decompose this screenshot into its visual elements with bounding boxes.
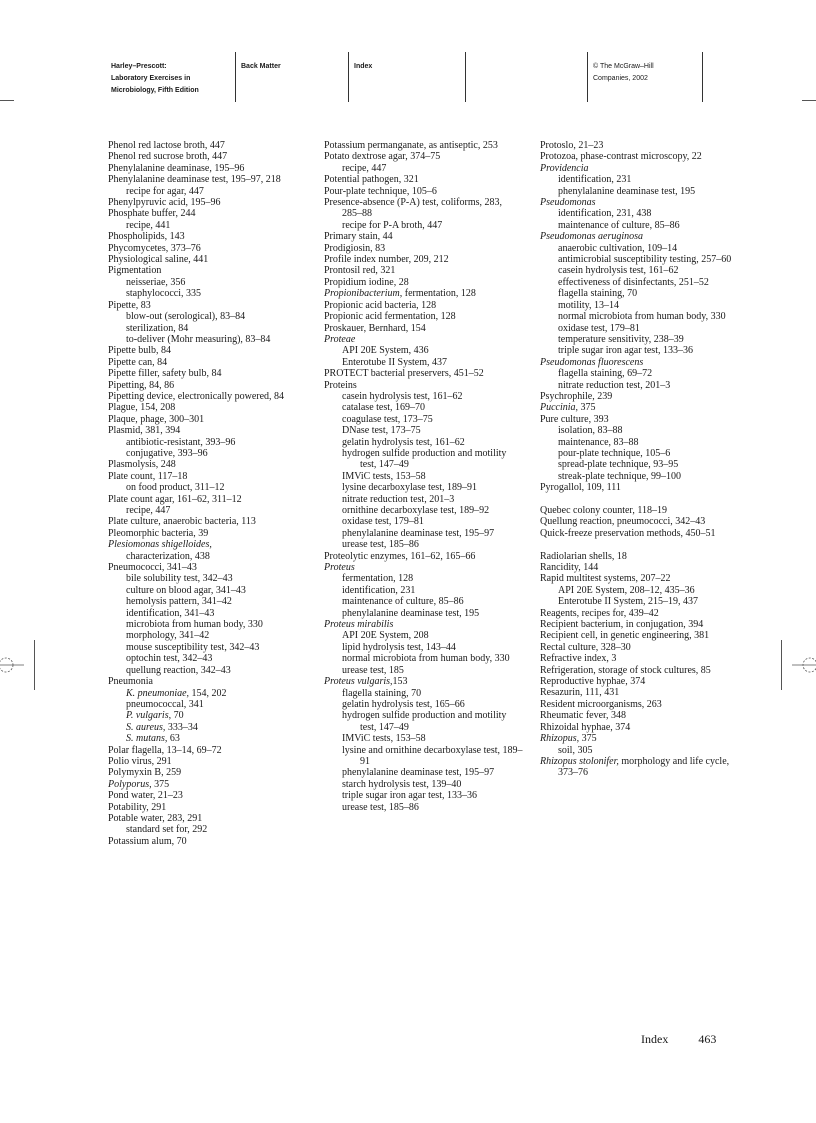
index-subentry: API 20E System, 208–12, 435–36 — [558, 584, 695, 596]
header-chapter: Index — [348, 52, 465, 102]
index-column-1 — [108, 140, 303, 847]
index-subentry: starch hydrolysis test, 139–40 — [342, 778, 462, 790]
index-entry: Puccinia, 375 — [540, 402, 596, 414]
index-subentry: antimicrobial susceptibility testing, 257–60 — [558, 254, 732, 266]
index-entry: Phenylpyruvic acid, 195–96 — [108, 197, 221, 209]
index-subentry: recipe for agar, 447 — [126, 185, 204, 197]
index-entry: Proteus — [324, 562, 355, 574]
index-entry: Pneumococci, 341–43 — [108, 562, 197, 574]
index-subentry: Enterotube II System, 437 — [342, 356, 447, 368]
index-entry: Pyrogallol, 109, 111 — [540, 482, 621, 494]
index-subentry: IMViC tests, 153–58 — [342, 733, 426, 745]
index-entry: Potato dextrose agar, 374–75 — [324, 151, 441, 163]
index-subentry: staphylococci, 335 — [126, 288, 201, 300]
header-copyright: © The McGraw–Hill Companies, 2002 — [587, 52, 703, 102]
index-subentry: nitrate reduction test, 201–3 — [558, 379, 671, 391]
registration-mark-right — [792, 652, 816, 678]
index-entry: Psychrophile, 239 — [540, 390, 613, 402]
index-subentry: fermentation, 128 — [342, 573, 414, 585]
letter-group-gap — [540, 539, 740, 550]
index-entry: Plate culture, anaerobic bacteria, 113 — [108, 516, 256, 528]
index-entry: Pipette filler, safety bulb, 84 — [108, 368, 222, 380]
index-subentry: ornithine decarboxylase test, 189–92 — [342, 505, 490, 516]
index-subentry: hydrogen sulfide production and motility test, 147–49 — [342, 447, 507, 471]
index-entry: Quick-freeze preservation methods, 450–51 — [540, 527, 716, 539]
index-subentry: flagella staining, 69–72 — [558, 368, 653, 380]
crop-mark — [802, 100, 816, 101]
index-entry: Phycomycetes, 373–76 — [108, 242, 201, 254]
index-subentry: DNase test, 173–75 — [342, 425, 421, 437]
index-entry: Potassium alum, 70 — [108, 835, 187, 847]
index-subentry: catalase test, 169–70 — [342, 402, 426, 414]
index-entry: Recipient cell, in genetic engineering, 381 — [540, 630, 710, 642]
index-subentry: antibiotic-resistant, 393–96 — [126, 436, 236, 448]
index-subentry: triple sugar iron agar test, 133–36 — [558, 345, 693, 357]
index-entry: Polio virus, 291 — [108, 755, 172, 767]
index-entry: Polyporus, 375 — [108, 778, 170, 790]
index-entry: Reagents, recipes for, 439–42 — [540, 607, 659, 619]
index-entry: Plaque, phage, 300–301 — [108, 413, 205, 425]
index-subentry: hemolysis pattern, 341–42 — [126, 596, 232, 608]
index-subentry: effectiveness of disinfectants, 251–52 — [558, 276, 709, 288]
index-subentry: flagella staining, 70 — [342, 687, 422, 699]
index-subentry: isolation, 83–88 — [558, 425, 623, 437]
index-entry: PROTECT bacterial preservers, 451–52 — [324, 368, 484, 380]
index-entry: Potable water, 283, 291 — [108, 812, 203, 824]
index-entry: Potential pathogen, 321 — [324, 174, 419, 186]
index-subentry: lysine decarboxylase test, 189–91 — [342, 482, 477, 494]
index-entry: Pseudomonas fluorescens — [540, 356, 644, 368]
letter-group-gap — [540, 494, 740, 505]
index-subentry: conjugative, 393–96 — [126, 447, 208, 459]
index-subentry: phenylalanine deaminase test, 195–97 — [342, 527, 495, 539]
index-entry: Pipette, 83 — [108, 299, 151, 311]
index-subentry: oxidase test, 179–81 — [342, 516, 424, 528]
index-subentry: normal microbiota from human body, 330 — [342, 653, 510, 665]
index-entry: Polar flagella, 13–14, 69–72 — [108, 744, 222, 756]
index-entry: Polymyxin B, 259 — [108, 767, 182, 779]
index-subentry: quellung reaction, 342–43 — [126, 664, 231, 676]
index-entry: Presence-absence (P-A) test, coliforms, 283, 285–88 — [324, 197, 502, 220]
index-subentry: soil, 305 — [558, 744, 593, 756]
index-entry: Phenol red sucrose broth, 447 — [108, 151, 228, 163]
index-subentry: normal microbiota from human body, 330 — [558, 311, 726, 323]
index-subentry: motility, 13–14 — [558, 299, 620, 311]
index-subentry: recipe, 441 — [126, 219, 171, 231]
index-entry: Plasmolysis, 248 — [108, 459, 176, 471]
index-entry: Plasmid, 381, 394 — [108, 425, 181, 437]
index-subentry: maintenance of culture, 85–86 — [342, 596, 464, 608]
index-entry: Quellung reaction, pneumococci, 342–43 — [540, 516, 706, 528]
header-book-title: Harley–Prescott: Laboratory Exercises in Microbiology, Fifth Edition — [111, 63, 199, 94]
index-entry: Phenol red lactose broth, 447 — [108, 140, 225, 151]
index-entry: Pleomorphic bacteria, 39 — [108, 527, 209, 539]
index-entry: Rapid multitest systems, 207–22 — [540, 573, 671, 585]
index-subentry: phenylalanine deaminase test, 195 — [342, 607, 480, 619]
index-subentry: urease test, 185 — [342, 664, 404, 676]
index-entry: Primary stain, 44 — [324, 231, 393, 243]
index-subentry: gelatin hydrolysis test, 165–66 — [342, 698, 465, 710]
index-entry: Proteolytic enzymes, 161–62, 165–66 — [324, 550, 476, 562]
index-entry: Propionic acid fermentation, 128 — [324, 311, 456, 323]
index-entry: Prodigiosin, 83 — [324, 242, 386, 254]
index-entry: Refrigeration, storage of stock cultures, 85 — [540, 664, 711, 676]
index-column-2 — [324, 140, 524, 813]
index-subentry: casein hydrolysis test, 161–62 — [342, 390, 463, 402]
index-entry: Pour-plate technique, 105–6 — [324, 185, 437, 197]
index-entry: Potassium permanganate, as antiseptic, 253 — [324, 140, 498, 151]
crop-mark — [34, 640, 35, 690]
index-entry: Pigmentation — [108, 265, 162, 277]
registration-mark-left — [0, 652, 26, 678]
index-entry: Rhizopus stolonifer, morphology and life cycle, 373–76 — [540, 755, 730, 779]
index-entry: Rheumatic fever, 348 — [540, 710, 626, 722]
crop-mark — [781, 640, 782, 690]
index-subentry: identification, 231 — [558, 174, 632, 186]
index-entry: Resident microorganisms, 263 — [540, 698, 662, 710]
index-subentry: culture on blood agar, 341–43 — [126, 584, 246, 596]
index-subentry: streak-plate technique, 99–100 — [558, 470, 682, 482]
index-subentry: mouse susceptibility test, 342–43 — [126, 641, 260, 653]
index-subentry: maintenance of culture, 85–86 — [558, 219, 680, 231]
index-subentry: to-deliver (Mohr measuring), 83–84 — [126, 333, 271, 345]
index-subentry: flagella staining, 70 — [558, 288, 638, 300]
index-entry: Refractive index, 3 — [540, 653, 617, 665]
index-subentry: API 20E System, 436 — [342, 345, 429, 357]
index-subentry: oxidase test, 179–81 — [558, 322, 640, 334]
index-subentry: urease test, 185–86 — [342, 539, 419, 551]
crop-mark — [0, 100, 14, 101]
index-subentry: characterization, 438 — [126, 550, 210, 562]
index-entry: Proteae — [324, 333, 356, 345]
index-subentry: standard set for, 292 — [126, 824, 208, 836]
index-subentry: Enterotube II System, 215–19, 437 — [558, 596, 698, 608]
index-subentry: S. mutans, 63 — [126, 733, 180, 745]
index-subentry: API 20E System, 208 — [342, 630, 429, 642]
page-number: 463 — [698, 1032, 717, 1046]
running-header — [111, 52, 703, 102]
header-section: Back Matter — [235, 52, 348, 102]
index-subentry: phenylalanine deaminase test, 195 — [558, 185, 696, 197]
index-subentry: hydrogen sulfide production and motility test, 147–49 — [342, 710, 507, 733]
index-subentry: pneumococcal, 341 — [126, 698, 204, 710]
index-subentry: identification, 231 — [342, 584, 416, 596]
index-entry: Pseudomonas — [540, 197, 596, 209]
index-entry: Pneumonia — [108, 676, 153, 688]
index-subentry: morphology, 341–42 — [126, 630, 210, 642]
index-subentry: nitrate reduction test, 201–3 — [342, 493, 455, 505]
index-subentry: casein hydrolysis test, 161–62 — [558, 265, 679, 277]
index-entry: Rancidity, 144 — [540, 562, 599, 573]
footer-label: Index — [641, 1032, 669, 1046]
index-subentry: K. pneumoniae, 154, 202 — [126, 687, 227, 699]
index-entry: Phenylalanine deaminase, 195–96 — [108, 162, 245, 174]
page-footer — [641, 1032, 716, 1047]
index-entry: Pipetting, 84, 86 — [108, 379, 175, 391]
index-subentry: maintenance, 83–88 — [558, 436, 639, 448]
index-subentry: sterilization, 84 — [126, 322, 189, 334]
index-subentry: spread-plate technique, 93–95 — [558, 459, 679, 471]
header-blank-cell — [465, 52, 587, 102]
index-entry: Prontosil red, 321 — [324, 265, 396, 277]
index-entry: Rhizoidal hyphae, 374 — [540, 721, 631, 733]
index-entry: Radiolarian shells, 18 — [540, 550, 627, 562]
index-subentry: identification, 341–43 — [126, 607, 215, 619]
index-subentry: lipid hydrolysis test, 143–44 — [342, 641, 456, 653]
index-entry: Pond water, 21–23 — [108, 790, 183, 802]
index-subentry: identification, 231, 438 — [558, 208, 652, 220]
index-subentry: S. aureus, 333–34 — [126, 721, 198, 733]
index-entry: Proteus vulgaris,153 — [324, 676, 408, 688]
index-entry: Phospholipids, 143 — [108, 231, 185, 243]
index-entry: Pipetting device, electronically powered, 84 — [108, 390, 285, 402]
index-entry: Pure culture, 393 — [540, 413, 609, 425]
index-subentry: microbiota from human body, 330 — [126, 619, 263, 631]
index-subentry: neisseriae, 356 — [126, 276, 186, 288]
index-entry: Profile index number, 209, 212 — [324, 254, 449, 266]
index-subentry: optochin test, 342–43 — [126, 653, 213, 665]
index-subentry: coagulase test, 173–75 — [342, 413, 433, 425]
index-entry: Phosphate buffer, 244 — [108, 208, 196, 220]
index-entry: Potability, 291 — [108, 801, 167, 813]
index-entry: Rhizopus, 375 — [540, 733, 597, 745]
index-subentry: on food product, 311–12 — [126, 482, 225, 494]
index-entry: Plate count agar, 161–62, 311–12 — [108, 493, 242, 505]
index-subentry: bile solubility test, 342–43 — [126, 573, 233, 585]
index-entry: Quebec colony counter, 118–19 — [540, 504, 667, 516]
index-subentry: IMViC tests, 153–58 — [342, 470, 426, 482]
index-entry: Proskauer, Bernhard, 154 — [324, 322, 426, 334]
index-subentry: temperature sensitivity, 238–39 — [558, 333, 684, 345]
index-subentry: recipe, 447 — [126, 505, 171, 516]
index-entry: Plate count, 117–18 — [108, 470, 188, 482]
index-entry: Pipette can, 84 — [108, 356, 168, 368]
index-entry: Propionic acid bacteria, 128 — [324, 299, 437, 311]
index-entry: Propionibacterium, fermentation, 128 — [324, 288, 476, 300]
index-entry: Proteus mirabilis — [324, 619, 394, 631]
index-entry: Recipient bacterium, in conjugation, 394 — [540, 619, 704, 631]
index-subentry: blow-out (serological), 83–84 — [126, 311, 246, 323]
index-entry: Rectal culture, 328–30 — [540, 641, 631, 653]
index-entry: Providencia — [540, 162, 589, 174]
index-entry: Proteins — [324, 379, 357, 391]
index-entry: Plague, 154, 208 — [108, 402, 176, 414]
index-entry: Physiological saline, 441 — [108, 254, 209, 266]
index-entry: Phenylalanine deaminase test, 195–97, 218 — [108, 174, 281, 186]
index-subentry: recipe for P-A broth, 447 — [342, 219, 443, 231]
index-subentry: phenylalanine deaminase test, 195–97 — [342, 767, 495, 779]
index-subentry: P. vulgaris, 70 — [126, 710, 184, 722]
index-column-3 — [540, 140, 740, 779]
index-entry: Reproductive hyphae, 374 — [540, 676, 646, 688]
index-subentry: anaerobic cultivation, 109–14 — [558, 242, 678, 254]
index-entry: Resazurin, 111, 431 — [540, 687, 620, 699]
index-entry: Propidium iodine, 28 — [324, 276, 409, 288]
index-entry: Pipette bulb, 84 — [108, 345, 172, 357]
index-entry: Plesiomonas shigelloides, — [108, 539, 212, 551]
index-subentry: urease test, 185–86 — [342, 801, 419, 813]
index-entry: Protoslo, 21–23 — [540, 140, 604, 151]
index-subentry: gelatin hydrolysis test, 161–62 — [342, 436, 465, 448]
index-subentry: recipe, 447 — [342, 162, 387, 174]
index-subentry: triple sugar iron agar test, 133–36 — [342, 790, 477, 802]
index-entry: Pseudomonas aeruginosa — [540, 231, 644, 243]
index-entry: Protozoa, phase-contrast microscopy, 22 — [540, 151, 702, 163]
index-subentry: lysine and ornithine decarboxylase test, 189–91 — [342, 744, 523, 767]
index-subentry: pour-plate technique, 105–6 — [558, 447, 671, 459]
